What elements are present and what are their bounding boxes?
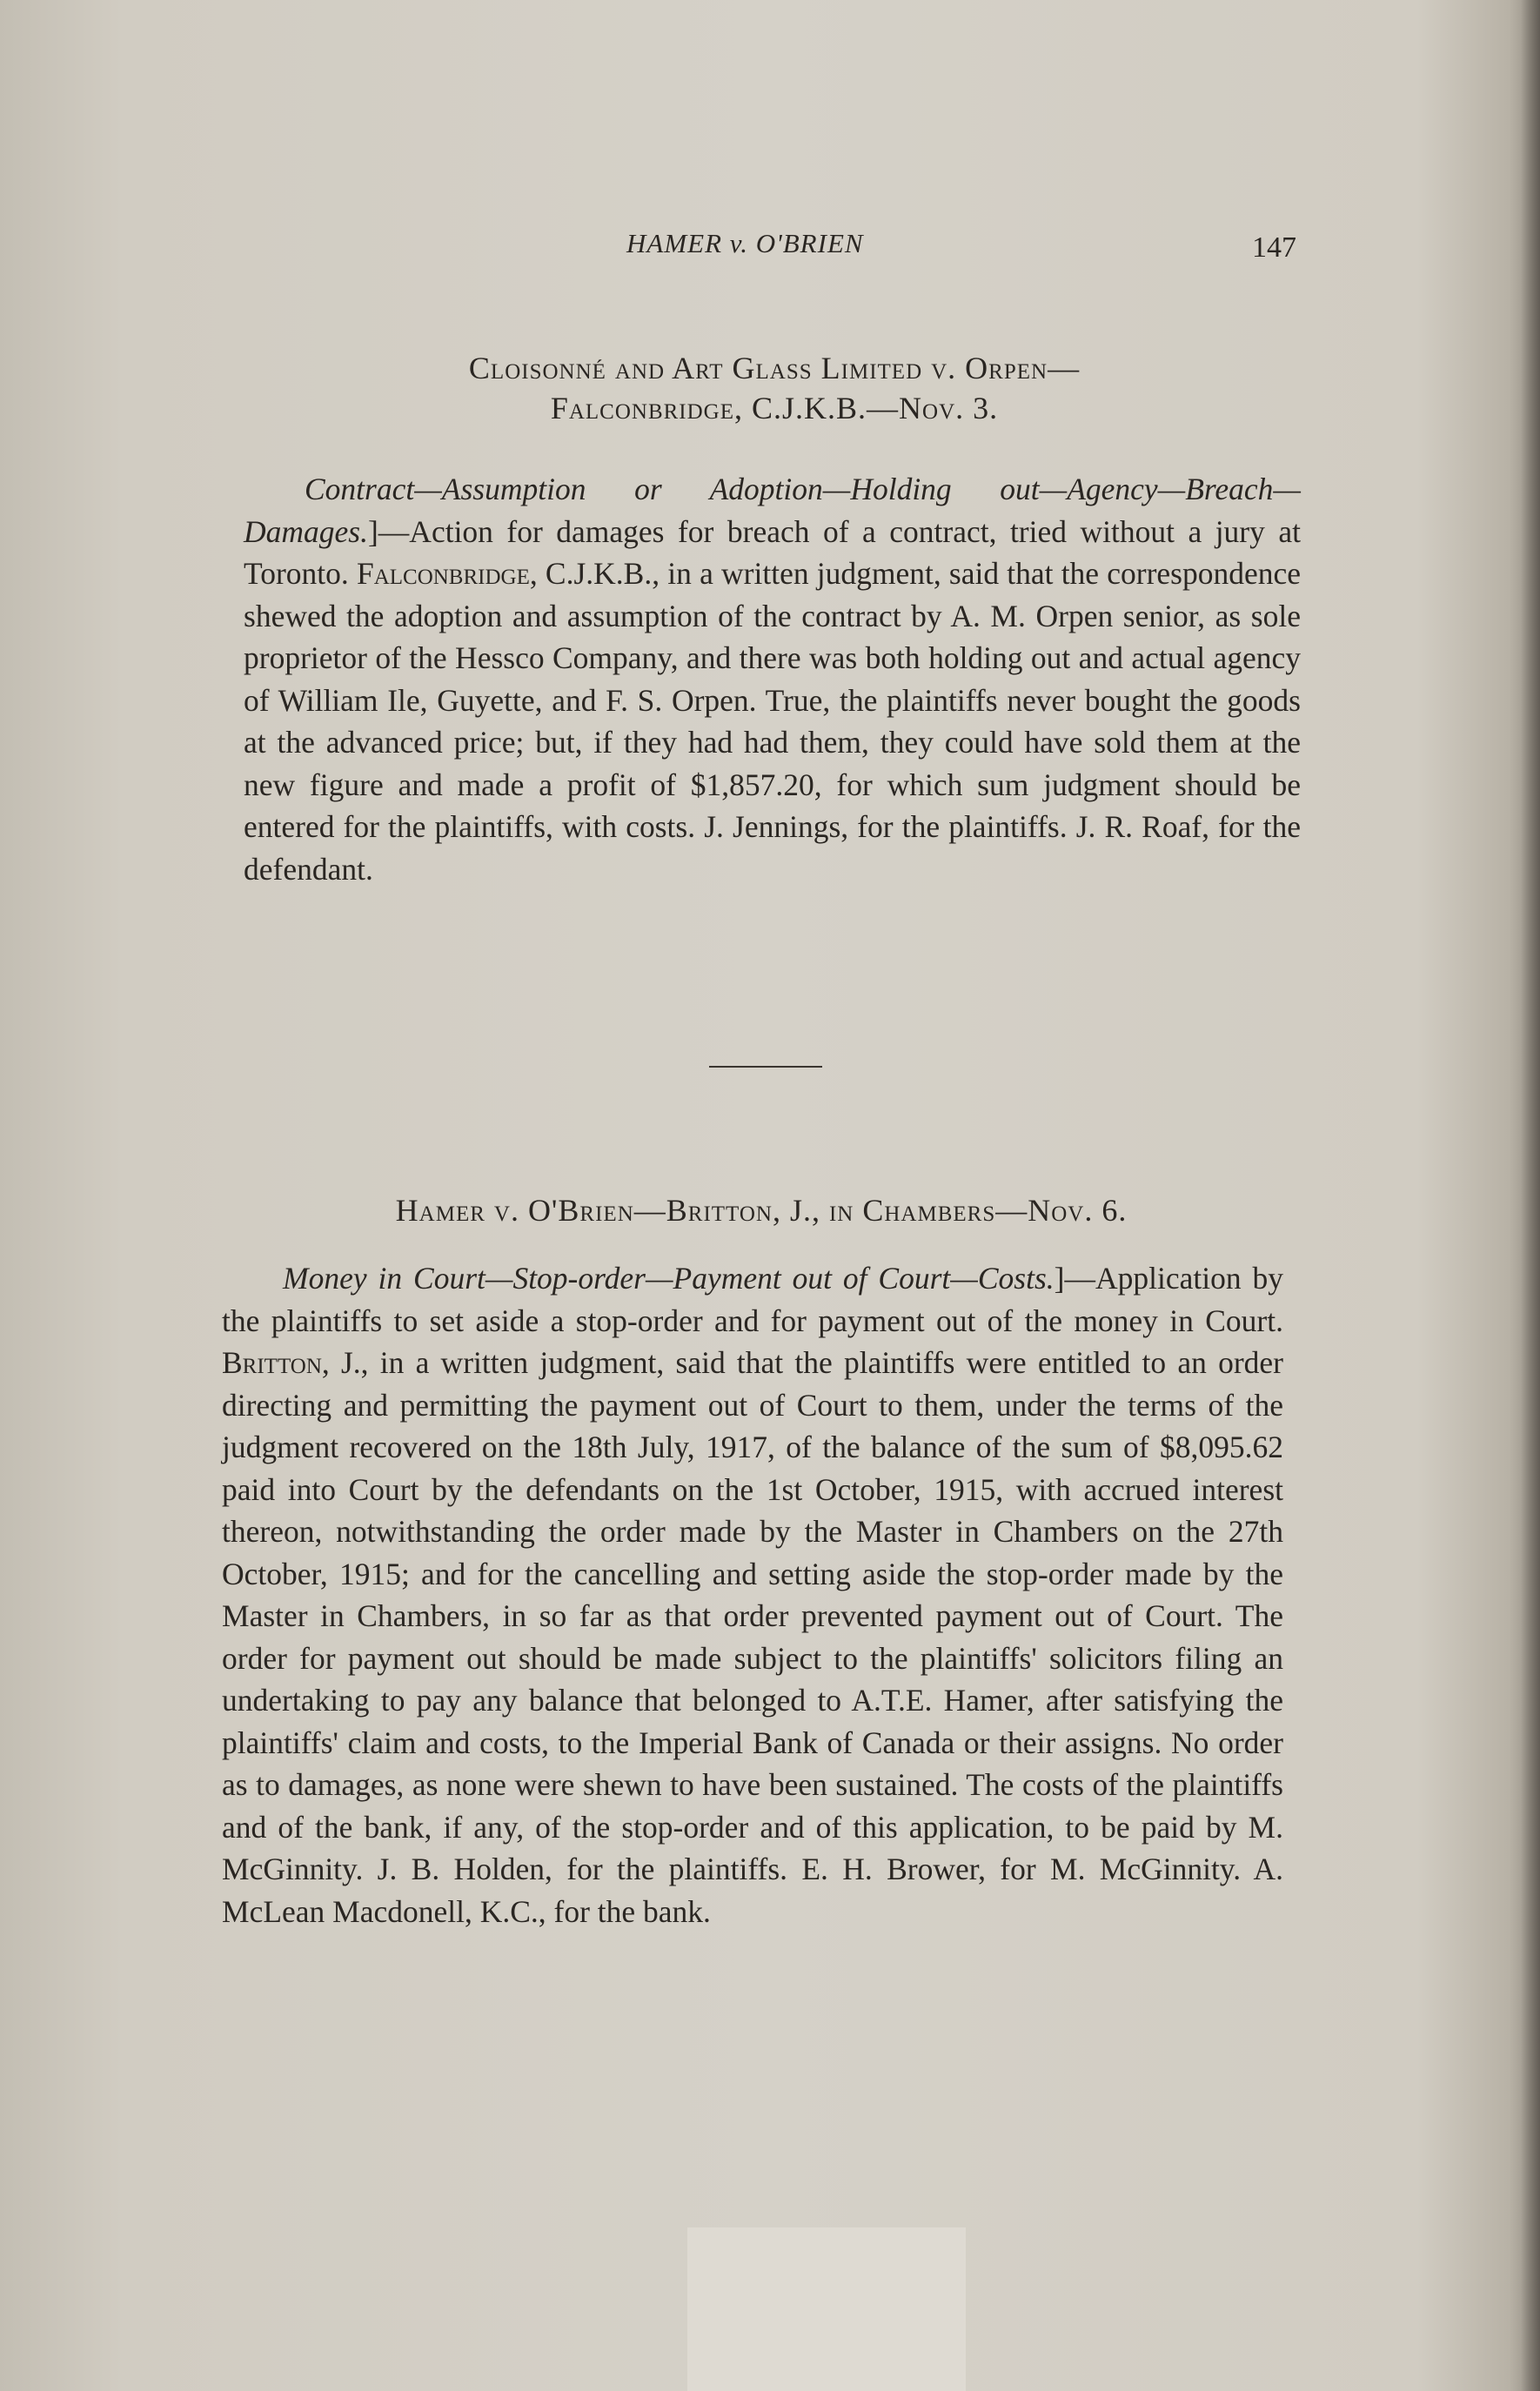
case-paragraph (222, 1257, 1283, 1932)
case-report-cloisonne (244, 468, 1301, 890)
catchwords: Contract—Assumption or Adoption—Holding out—Agency—Breach—Damages. (244, 472, 1301, 549)
page-edge-shadow (1521, 0, 1540, 2391)
case-text: ]—Action for damages for breach of a contract, tried without a jury at Toronto. (244, 513, 1301, 591)
case-text: , in a written judgment, said that the correspondence shewed the adoption and assumption of the contract by A. M. Orpen senior, as sole proprietor of the Hessco Company, and there was both holding out and actual agency of William Ile, Guyette, and F. S. Orpen. True, the plaintiffs never bought the goods at the advanced price; but, if they had had them, they could have sold them at the new figure and made a profit of $1,857.20, for which sum judgment should be entered for the plaintiffs, with costs. J. Jennings, for the plaintiffs. J. R. Roaf, for the defendant. (244, 556, 1301, 887)
section-divider (709, 1066, 822, 1068)
case-report-hamer (222, 1257, 1283, 1932)
paper-patch (687, 2227, 966, 2391)
case-text: ]—Application by the plaintiffs to set aside a stop-order and for payment out of the money in Court. (222, 1261, 1283, 1338)
running-title: HAMER v. O'BRIEN (626, 228, 864, 258)
judge-name: Britton, J. (222, 1345, 361, 1380)
case-heading-hamer (222, 1190, 1301, 1230)
page-number: 147 (1252, 231, 1296, 264)
case-heading-line: Cloisonné and Art Glass Limited v. Orpen— (468, 351, 1081, 385)
case-heading-cloisonne (261, 348, 1288, 428)
catchwords: Money in Court—Stop-order—Payment out of Court—Costs. (283, 1261, 1055, 1296)
case-heading-line: Hamer v. O'Brien—Britton, J., in Chambers—Nov. 6. (395, 1193, 1128, 1228)
case-paragraph (244, 468, 1301, 890)
judge-name: Falconbridge, C.J.K.B. (356, 556, 653, 591)
running-header (244, 228, 1296, 271)
case-heading-line: Falconbridge, C.J.K.B.—Nov. 3. (550, 391, 999, 425)
case-text: , in a written judgment, said that the plaintiffs were entitled to an order directing and permitting the payment out of Court to them, under the terms of the judgment recovered on the 18th July, 1917, of the balance of the sum of $8,095.62 paid into Court by the defendants on the 1st October, 1915, with accrued interest thereon, notwithstanding the order made by the Master in Chambers on the 27th October, 1915; and for the cancelling and setting aside the stop-order made by the Master in Chambers, in so far as that order prevented payment out of Court. The order for payment out should be made subject to the plaintiffs' solicitors filing an undertaking to pay any balance that belonged to A.T.E. Hamer, after satisfying the plaintiffs' claim and costs, to the Imperial Bank of Canada or their assigns. No order as to damages, as none were shewn to have been sustained. The costs of the plaintiffs and of the bank, if any, of the stop-order and of this application, to be paid by M. McGinnity. J. B. Holden, for the plaintiffs. E. H. Brower, for M. McGinnity. A. McLean Macdonell, K.C., for the bank. (222, 1345, 1283, 1929)
